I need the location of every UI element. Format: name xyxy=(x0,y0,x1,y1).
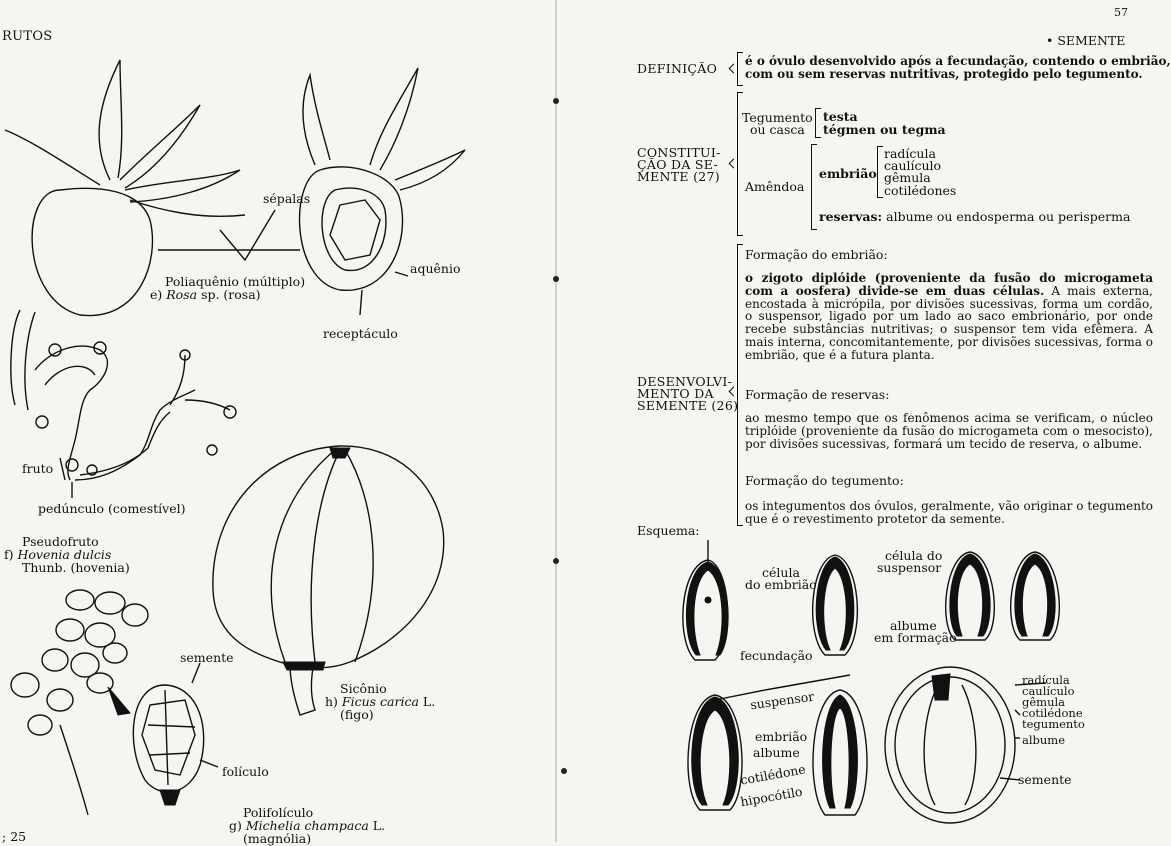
esquema-radicula: radícula xyxy=(1022,673,1070,687)
caption-e-prefix: e) xyxy=(150,287,163,302)
paragraph-formacao-reservas: ao mesmo tempo que os fenômenos acima se verificam, o núcleo triplóide (proveniente da fusão do microgameta com o mesocisto), por divisões sucessivas, formará um tecido de reserva, o albume. xyxy=(745,411,1153,451)
running-head: RUTOS xyxy=(2,29,53,44)
caption-f-line3: Thunb. (hovenia) xyxy=(22,560,130,575)
tegumento-l1: Tegumento xyxy=(742,110,813,125)
esquema-celula-suspensor-l2: suspensor xyxy=(877,560,942,575)
definicao-line2: com ou sem reservas nutritivas, protegido pelo tegumento. xyxy=(745,67,1143,81)
esquema-celula-suspensor-l1: célula do xyxy=(885,548,943,563)
gutter-mark xyxy=(553,558,559,564)
desenvolvimento-heading-l3: SEMENTE (26) xyxy=(637,398,739,413)
esquema-cotiledone: cotilédone xyxy=(739,761,807,788)
embriao-part-cotiledones: cotilédones xyxy=(884,183,957,198)
caption-h-prefix: h) xyxy=(325,694,338,709)
caption-h-line1: Sicônio xyxy=(340,681,387,696)
brace-embriao xyxy=(877,146,878,198)
gutter-mark xyxy=(553,276,559,282)
gutter-mark xyxy=(553,98,559,104)
sub-formacao-embriao: Formação do embrião: xyxy=(745,247,888,262)
desenvolvimento-heading-l2: MENTO DA xyxy=(637,386,714,401)
sub-formacao-reservas: Formação de reservas: xyxy=(745,387,890,402)
caption-e-species: Rosa xyxy=(166,287,198,302)
embriao-part-gemula: gêmula xyxy=(884,170,931,185)
constituicao-heading-l2: ÇÃO DA SE- xyxy=(637,157,718,172)
reservas-text: albume ou endosperma ou perisperma xyxy=(886,209,1131,224)
michelia-illustration xyxy=(0,575,240,825)
paragraph-formacao-embriao xyxy=(745,272,1153,362)
esquema-albume-formacao-l2: em formação xyxy=(874,630,957,645)
caption-h-species: Ficus carica xyxy=(341,694,419,709)
page-number-value: 25 xyxy=(10,829,27,844)
definicao-line1: é o óvulo desenvolvido após a fecundação, contendo o embrião, xyxy=(745,54,1171,68)
reservas-label: reservas: xyxy=(819,209,883,224)
definicao-heading: DEFINIÇÃO xyxy=(637,61,718,76)
caption-h-line3: (figo) xyxy=(340,707,374,722)
esquema-tegumento: tegumento xyxy=(1022,717,1085,731)
brace-desenvolvimento xyxy=(737,244,738,526)
caption-f-line1: Pseudofruto xyxy=(22,534,99,549)
caption-e-line1: Poliaquênio (múltiplo) xyxy=(165,274,306,289)
caption-g-line3: (magnólia) xyxy=(243,831,312,846)
label-foliculo: folículo xyxy=(222,764,269,779)
p1-rest: A mais externa, encostada à micrópila, por divisões sucessivas, forma um cordão, o suspensor, ligado por um lado ao saco embrionário, por onde recebe substâncias nutritivas; o suspensor tem vida efêmera. xyxy=(745,283,1153,337)
desenvolvimento-heading-l1: DESENVOLVI- xyxy=(637,374,733,389)
esquema-celula-embriao-l2: do embrião xyxy=(745,577,817,592)
esquema-celula-embriao-l1: célula xyxy=(762,565,800,580)
caption-f-species: Hovenia dulcis xyxy=(17,547,112,562)
embriao-part-cauliculo: caulículo xyxy=(884,158,942,173)
caption-e-line2 xyxy=(150,288,261,301)
esquema-gemula: gêmula xyxy=(1022,695,1066,709)
label-aquenio: aquênio xyxy=(410,261,461,276)
caption-h-author: L. xyxy=(422,694,436,709)
label-receptaculo: receptáculo xyxy=(323,326,398,341)
esquema-fecundacao: fecundação xyxy=(740,648,813,663)
constituicao-heading-l1: CONSTITUI- xyxy=(637,145,721,160)
caption-g-prefix: g) xyxy=(229,818,242,833)
right-page-number: 57 xyxy=(1114,6,1128,19)
caption-g-line1: Polifolículo xyxy=(243,805,314,820)
amendoa-label: Amêndoa xyxy=(745,179,805,194)
caption-g-author: L. xyxy=(372,818,386,833)
esquema-albume-formacao-l1: albume xyxy=(890,618,937,633)
label-pedunculo: pedúnculo (comestível) xyxy=(38,501,186,516)
section-heading xyxy=(1046,34,1125,47)
esquema-embriao: embrião xyxy=(755,729,808,744)
section-marker: • xyxy=(1046,33,1054,48)
esquema-cotiledone-right: cotilédone xyxy=(1022,706,1083,720)
brace-amendoa xyxy=(811,144,812,230)
label-sepalas: sépalas xyxy=(263,191,311,206)
reservas-line xyxy=(819,210,1130,223)
label-fruto: fruto xyxy=(22,461,54,476)
left-page-number xyxy=(2,830,26,843)
paragraph-formacao-tegumento: os integumentos dos óvulos, geralmente, vão originar o tegumento que é o revestimento protetor da semente. xyxy=(745,499,1153,526)
esquema-suspensor: suspensor xyxy=(749,688,815,713)
gutter-mark xyxy=(561,768,567,774)
caption-f-prefix: f) xyxy=(4,547,14,562)
tegumento-tegmen: tégmen ou tegma xyxy=(823,122,946,137)
esquema-semente: semente xyxy=(1018,772,1072,787)
embriao-part-radicula: radícula xyxy=(884,146,936,161)
caption-e-rest: sp. (rosa) xyxy=(201,287,261,302)
caption-g-species: Michelia champaca xyxy=(245,818,369,833)
brace-tegumento xyxy=(815,108,816,138)
esquema-albume: albume xyxy=(753,745,800,760)
esquema-hipocotilo: hipocótilo xyxy=(739,783,804,810)
constituicao-heading-l3: MENTE (27) xyxy=(637,169,720,184)
ficus-illustration xyxy=(205,440,465,720)
p1-end: A mais interna, concomitantemente, por divisões sucessivas, forma o embrião, que é a futura planta. xyxy=(745,322,1153,362)
sub-formacao-tegumento: Formação do tegumento: xyxy=(745,473,904,488)
tegumento-testa: testa xyxy=(823,109,858,124)
embriao-label: embrião xyxy=(819,166,877,181)
esquema-cauliculo: caulículo xyxy=(1022,684,1075,698)
spread-gutter xyxy=(555,0,557,842)
p1-bold: o zigoto diplóide (proveniente da fusão do microgameta com a oosfera) divide-se em duas células. xyxy=(745,271,1153,298)
section-title: SEMENTE xyxy=(1057,33,1126,48)
label-semente: semente xyxy=(180,650,234,665)
esquema-heading: Esquema: xyxy=(637,523,700,538)
esquema-albume-right: albume xyxy=(1022,733,1066,747)
page-number-prefix: ; xyxy=(2,829,7,844)
tegumento-l2: ou casca xyxy=(750,122,805,137)
